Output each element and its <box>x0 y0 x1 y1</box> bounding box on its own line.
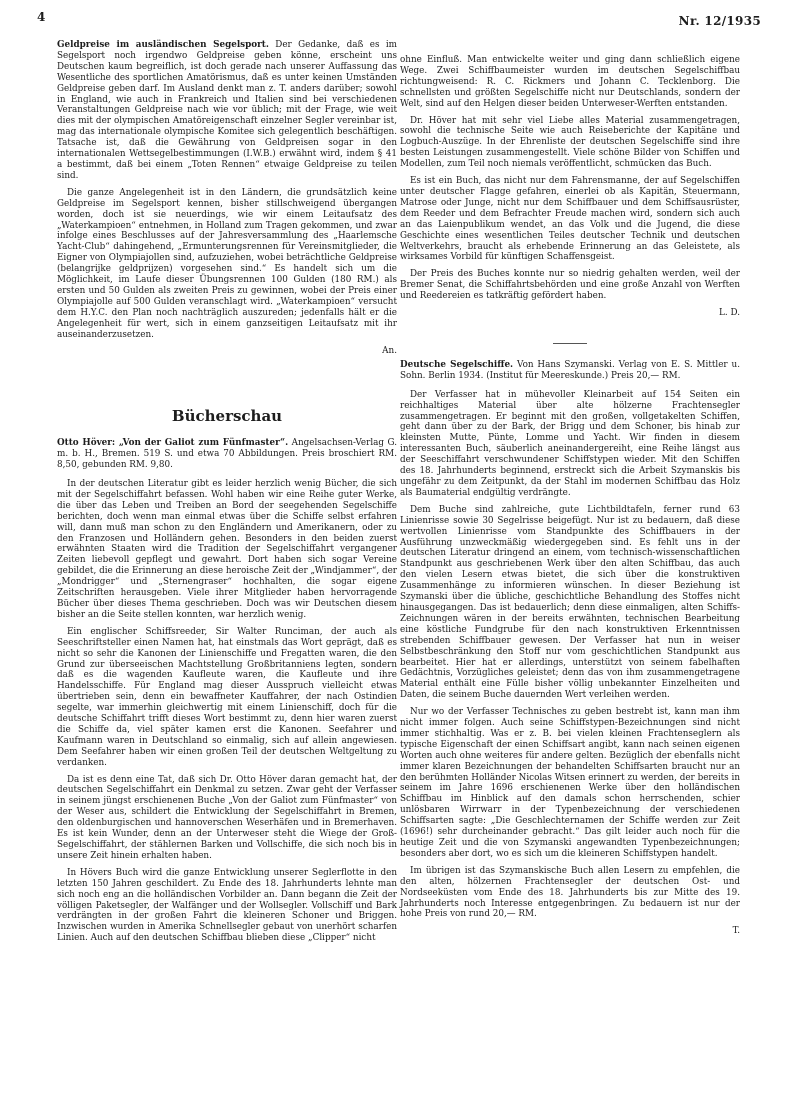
review-header <box>57 438 397 471</box>
article-signature: An. <box>382 346 397 357</box>
left-column <box>57 40 397 950</box>
review-signature: L. D. <box>719 308 740 319</box>
divider <box>553 343 587 344</box>
section-title: Bücherschau <box>171 407 283 426</box>
review-paragraph: Im übrigen ist das Szymanskische Buch allen Lesern zu empfehlen, die den alten, hölzernen Frachtensegler der deutschen Ost- und Nordseeküsten vom Ende des 18. Jahrhunderts bis zur Mitte des 19. Jahrhunderts noch Interesse entgegenbringen. Zu bedauern ist nur der hohe Preis von rund 20,— RM. <box>400 865 740 920</box>
review-paragraph: In der deutschen Literatur gibt es leider herzlich wenig Bücher, die sich mit der Segelschiffahrt befassen. Wohl haben wir eine Reihe guter Werke, die über das Leben und Treiben an Bord der seegehenden Segelschiffe berichten, doch wenn man einmal etwas über die Schiffe selbst erfahren will, dann muß man schon zu den Engländern und Amerikanern, oder zu den Franzosen und Holländern gehen. Besonders in den beiden zuerst erwähnten Staaten wird die Tradition der Segelschiffahrt vergangener Zeiten liebevoll gepflegt und gewahrt. Dort haben sich sogar Vereine gebildet, die die Erinnerung an diese heroische Zeit der „Windjammer“, der „Mondrigger“ und „Sternengraser“ hochhalten, die sogar eigene Zeitschriften herausgeben. Viele ihrer Mitglieder haben hervorragende Bücher über dieses Thema geschrieben. Doch was wir Deutschen diesem bisher an die Seite stellen konnten, war herzlich wenig. <box>57 479 397 620</box>
page-number: 4 <box>37 10 46 24</box>
article-geldpreise <box>57 40 397 182</box>
review-paragraph: ohne Einfluß. Man entwickelte weiter und ging dann schließlich eigene Wege. Zwei Schiffbaumeister wurden im deutschen Segelschiffbau richtungweisend: R. C. Rickmers und Johann C. Tecklenborg. Die schnellsten und größten Segelschiffe nicht nur Deutschlands, sondern der Welt, sind auf den Helgen dieser beiden Unterweser-Werften entstanden. <box>400 55 740 109</box>
review-paragraph: In Hövers Buch wird die ganze Entwicklung unserer Seglerflotte in den letzten 150 Jahren geschildert. Zu Ende des 18. Jahrhunderts lehnte man sich noch eng an die holländischen Vorbilder an. Dann begann die Zeit der völligen Paketsegler, der Walfänger und der Wollsegler. Vollschiff und Bark verdrängten in der großen Fahrt die kleineren Schoner und Briggen. Inzwischen wurden in Amerika Schnellsegler gebaut von unerhört scharfen Linien. Auch auf den deutschen Schiffbau blieben diese „Clipper“ nicht <box>57 867 397 944</box>
review-paragraph: Der Preis des Buches konnte nur so niedrig gehalten werden, weil der Bremer Senat, die Schiffahrtsbehörden und eine große Anzahl von Werften und Reedereien es tatkräftig gefördert haben. <box>400 269 740 302</box>
review-publisher: Von Hans Szymanski. Verlag von E. S. Mittler u. Sohn. Berlin 1934. (Institut für Meereskunde.) Preis 20,— RM. <box>400 359 740 381</box>
article-text: Der Gedanke, daß es im Segelsport noch irgendwo Geldpreise geben könne, erscheint uns Deutschen kaum begreiflich, ist doch gerade nach unserer Auffassung das Wesentliche des sportlichen Amatörismus, daß es unter keinen Umständen Geldpreise geben darf. Im Ausland denkt man z. T. anders darüber; sowohl in England, wie auch in Frankreich und Italien sind bei verschiedenen Veranstaltungen Geldpreise nach wie vor üblich; mit der Frage, wie weit dies mit der olympischen Amatöreigenschaft einzelner Segler vereinbar ist, mag das internationale olympische Komitee sich gelegentlich beschäftigen. Tatsache ist, daß die Gewährung von Geldpreisen sogar in den internationalen Wettsegelbestimmungen (I.W.B.) erwähnt wird, indem § 41 a bestimmt, daß bei einem „Toten Rennen“ etwaige Geldpreise zu teilen sind. <box>57 40 397 181</box>
review-title: Deutsche Segelschiffe. <box>400 359 514 370</box>
review-paragraph: Dem Buche sind zahlreiche, gute Lichtbildtafeln, ferner rund 63 Linienrisse sowie 30 Segelrisse beigefügt. Nur ist zu bedauern, daß diese wertvollen Linienrisse vom Standpunkte des Schiffbauers in der Ausführung unzweckmäßig wiedergegeben sind. Es fehlt uns in der deutschen Literatur dringend an einem, vom technisch-wissenschaftlichen Standpunkt aus geschriebenen Werk über den alten Schiffbau, das auch den vielen Lesern etwas bietet, die sich über die konstruktiven Zusammenhänge zu informieren wünschen. In dieser Beziehung ist Szymanski über die übliche, geschichtliche Behandlung des Stoffes nicht hinausgegangen. Das ist bedauerlich; denn diese einmaligen, alten Schiffs-Zeichnungen wären in der bereits erwähnten, technischen Bearbeitung eine köstliche Fundgrube für den nach konstruktiven Erkenntnissen strebenden Schiffbauer gewesen. Der Verfasser hat nun in weiser Selbstbeschränkung den Stoff nur vom geschichtlichen Standpunkt aus bearbeitet. Hier hat er allerdings, unterstützt von seinem fabelhaften Gedächtnis, Vorzügliches geleistet; denn das von ihm zusammengetragene Material enthält eine Fülle bisher völlig unbekannter Einzelheiten und Daten, die seinem Buche dauernden Wert verleihen werden. <box>400 504 740 701</box>
article-paragraph: Die ganze Angelegenheit ist in den Ländern, die grundsätzlich keine Geldpreise im Segelsport kennen, bisher stillschweigend übergangen worden, doch ist sie neuerdings, wie wir einem Leitaufsatz des „Waterkampioen“ entnehmen, in Holland zum Tragen gekommen, und zwar infolge eines Beschlusses auf der Jahresversammlung des „Haarlemsche Yacht-Club“ dahingehend, „Ermunterungsrennen für Vereinsmitglieder, die Eigner von Olympiajollen sind, aufzuziehen, wobei beträchtliche Geldpreise (belangrijke geldprijzen) vorgesehen sind.“ Es handelt sich um die Möglichkeit, im Laufe dieser Übungsrennen 100 Gulden (180 RM.) als ersten und 50 Gulden als zweiten Preis zu gewinnen, wobei der Preis einer Olympiajolle auf 500 Gulden veranschlagt wird. „Waterkampioen“ versucht dem H.Y.C. den Plan noch nachträglich auszureden; jedenfalls hält er die Angelegenheit für wert, sich in einem ganzseitigen Leitaufsatz mit ihr auseinanderzusetzen. <box>57 187 397 340</box>
review-publisher: Angelsachsen-Verlag G. m. b. H., Bremen. 519 S. und etwa 70 Abbildungen. Preis broschiert RM. 8,50, gebunden RM. 9,80. <box>57 438 397 471</box>
review-paragraph: Der Verfasser hat in mühevoller Kleinarbeit auf 154 Seiten ein reichhaltiges Material über alte hölzerne Frachtensegler zusammengetragen. Er beginnt mit den großen, vollgetakelten Schiffen, geht dann über zu der Bark, der Brigg und dem Schoner, bis hinab zur kleinsten Mutte, Pünte, Lomme und Yacht. Wir finden in diesem interessanten Buch, säuberlich aneinandergereiht, eine Reihe längst aus der Seeschiffahrt verschwundener Schiffstypen wieder. Mit den Schiffen des 18. Jahrhunderts beginnend, erstreckt sich die Arbeit Szymanskis bis ungefähr zu dem Zeitpunkt, da der Stahl im modernen Schiffbau das Holz als Baumaterial endgültig verdrängte. <box>400 389 740 498</box>
review-paragraph: Nur wo der Verfasser Technisches zu geben bestrebt ist, kann man ihm nicht immer folgen. Auch seine Schiffstypen-Bezeichnungen sind nicht immer stichhaltig. Was er z. B. bei vielen kleinen Frachtenseglern als typische Eigenschaft der einen Schiffsart angibt, kann nach seinen eigenen Worten auch ohne weiteres für andere gelten. Bezüglich der ebenfalls nicht immer klaren Bezeichnungen der behandelten Schiffsarten braucht nur an den berühmten Holländer Nicolas Witsen erinnert zu werden, der bereits in seinem im Jahre 1696 erschienenen Werke über den holländischen Schiffbau im Hinblick auf den damals schon herrschenden, schier unlösbaren Wirrwarr in der Typenbezeichnung der verschiedenen Schiffsarten sagte: „Die Geschlechternamen der Schiffe werden zur Zeit (1696!) sehr durcheinander gebracht.“ Das gilt leider auch noch für die heutige Zeit und die von Szymanski angewandten Typenbezeichnungen; besonders aber dort, wo es sich um die kleineren Schiffstypen handelt. <box>400 707 740 859</box>
review-signature: T. <box>732 926 740 937</box>
review-paragraph: Dr. Höver hat mit sehr viel Liebe alles Material zusammengetragen, sowohl die technische Seite wie auch Reiseberichte der Kapitäne und Logbuch-Auszüge. In der Ehrenliste der deutschen Segelschiffe sind ihre besten Leistungen zusammengestellt. Viele schöne Bilder von Schiffen und Modellen, zum Teil noch niemals veröffentlicht, schmücken das Buch. <box>400 115 740 170</box>
review-header <box>400 360 740 382</box>
review-paragraph: Es ist ein Buch, das nicht nur dem Fahrensmanne, der auf Segelschiffen unter deutscher Flagge gefahren, einerlei ob als Kapitän, Steuermann, Matrose oder Junge, nicht nur dem Schiffbauer und dem Schiffsausrüster, dem Reeder und dem Befrachter Freude machen wird, sondern sich auch an das Laienpublikum wendet, an das Volk und die Jugend, die diese Geschichte eines wesentlichen Teiles deutscher Technik und deutschen Weltverkehrs, braucht als erhebende Erinnerung an das Geleistete, als wirksames Vorbild für künftigen Schaffensgeist. <box>400 176 740 263</box>
review-paragraph: Ein englischer Schiffsreeder, Sir Walter Runciman, der auch als Seeschriftsteller einen Namen hat, hat einstmals das Wort geprägt, daß es nicht so sehr die Kanonen der Linienschiffe und Fregatten waren, die den Grund zur überseeischen Machtstellung Großbritanniens legten, sondern daß es die wagenden Kaufleute waren, die Kaufleute und ihre Handelsschiffe. Für England mag dieser Ausspruch vielleicht etwas übertrieben sein, denn ein bewaffneter Kauffahrer, der nach Ostindien segelte, war immerhin gleichwertig mit einem Linienschiff, doch für die deutsche Schiffahrt trifft dieses Wort bestimmt zu, denn hier waren zuerst die Schiffe da, viel später kamen erst die Kanonen. Seefahrer und Kaufmann waren in Deutschland so einmalig, sich auf allein angewiesen. Dem Seefahrer haben wir einen großen Teil der deutschen Weltgeltung zu verdanken. <box>57 626 397 768</box>
review-title: Otto Höver: „Von der Galiot zum Fünfmaster“. <box>57 438 289 449</box>
review-paragraph: Da ist es denn eine Tat, daß sich Dr. Otto Höver daran gemacht hat, der deutschen Segelschiffahrt ein Denkmal zu setzen. Zwar geht der Verfasser in seinem jüngst erschienenen Buche „Von der Galiot zum Fünfmaster“ von der Weser aus, schildert die Entwicklung der Segelschiffahrt in Bremen, den oldenburgischen und hannoverschen Weserhäfen und in Bremerhaven. Es ist kein Wunder, denn an der Unterweser steht die Wiege der Groß-Segelschiffahrt, der stählernen Barken und Vollschiffe, die sich noch bis in unsere Zeit hinein erhalten haben. <box>57 774 397 861</box>
issue-number: Nr. 12/1935 <box>678 14 761 28</box>
article-title: Geldpreise im ausländischen Segelsport. <box>57 40 269 50</box>
right-column <box>400 55 740 943</box>
